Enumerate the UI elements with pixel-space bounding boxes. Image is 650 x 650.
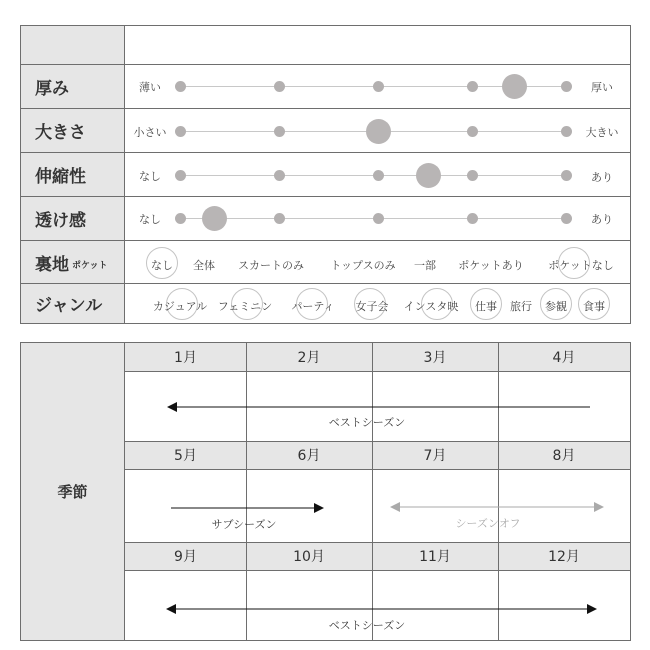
lining-row xyxy=(21,240,630,283)
scale-dot xyxy=(175,213,186,224)
month-label: 6月 xyxy=(297,448,321,464)
genre-options xyxy=(125,284,630,323)
scale-dot xyxy=(561,170,572,181)
best-season-arrow-1 xyxy=(167,402,590,412)
sub-season-label: サブシーズン xyxy=(211,518,277,531)
scale-title: 透け感 xyxy=(21,197,125,240)
scale-body xyxy=(125,65,630,108)
lining-option: トップスのみ xyxy=(330,259,396,272)
lining-option: 全体 xyxy=(193,259,215,272)
genre-option: 食事 xyxy=(583,300,605,313)
genre-option: パーティ xyxy=(291,300,335,313)
month-label: 11月 xyxy=(419,549,451,565)
genre-option: 女子会 xyxy=(355,300,389,313)
genre-option: カジュアル xyxy=(152,300,208,313)
scale-dot xyxy=(274,213,285,224)
lining-title xyxy=(21,241,125,283)
best-season-label: ベストシーズン xyxy=(328,416,406,429)
month-label: 9月 xyxy=(174,549,197,565)
scale-row-stretch xyxy=(21,152,630,196)
scale-row-thickness xyxy=(21,64,630,108)
scale-dot xyxy=(175,170,186,181)
month-label: 2月 xyxy=(297,350,321,366)
genre-title: ジャンル xyxy=(21,284,125,323)
sub-season-arrow xyxy=(171,503,324,513)
scale-dot xyxy=(373,213,384,224)
scale-dot xyxy=(561,213,572,224)
genre-option: インスタ映 xyxy=(403,300,459,313)
spec-header-blank xyxy=(125,26,630,64)
lining-title-sub: ポケット xyxy=(72,260,108,271)
genre-option: フェミニン xyxy=(217,300,273,313)
scale-left-label: なし xyxy=(139,170,161,183)
lining-option: スカートのみ xyxy=(238,259,304,272)
scale-dot xyxy=(467,126,478,137)
off-season-arrow xyxy=(390,502,604,512)
lining-option: ポケットあり xyxy=(458,259,524,272)
scale-dot xyxy=(467,81,478,92)
lining-option: ポケットなし xyxy=(548,259,614,272)
scale-left-label: なし xyxy=(139,213,161,226)
genre-option: 旅行 xyxy=(510,300,532,313)
scale-title: 大きさ xyxy=(21,109,125,152)
spec-header-row xyxy=(21,26,630,64)
season-table xyxy=(20,342,631,641)
scale-dot xyxy=(175,126,186,137)
season-title: 季節 xyxy=(21,343,125,640)
scale-dot xyxy=(467,213,478,224)
scale-body xyxy=(125,197,630,240)
scale-right-label: 大きい xyxy=(585,126,619,139)
season-arrows xyxy=(21,343,630,640)
scale-dot xyxy=(561,126,572,137)
month-label: 3月 xyxy=(423,350,447,366)
scale-dot xyxy=(274,170,285,181)
lining-options xyxy=(125,241,630,283)
scale-selected-marker xyxy=(416,163,441,188)
scale-dot xyxy=(373,170,384,181)
scale-left-label: 小さい xyxy=(133,126,167,139)
scale-dot xyxy=(175,81,186,92)
lining-option: なし xyxy=(151,259,173,272)
scale-left-label: 薄い xyxy=(139,81,161,94)
scale-dot xyxy=(561,81,572,92)
off-season-label: シーズンオフ xyxy=(455,517,521,530)
genre-option: 参観 xyxy=(545,300,567,313)
scale-dot xyxy=(373,81,384,92)
spec-table xyxy=(20,25,631,324)
month-label: 7月 xyxy=(423,448,447,464)
scale-dot xyxy=(274,126,285,137)
month-label: 10月 xyxy=(293,549,325,565)
scale-selected-marker xyxy=(366,119,391,144)
best-season-arrow-2 xyxy=(166,604,597,614)
month-label: 4月 xyxy=(552,350,576,366)
scale-selected-marker xyxy=(202,206,227,231)
genre-row xyxy=(21,283,630,323)
scale-title: 伸縮性 xyxy=(21,153,125,196)
month-label: 5月 xyxy=(174,448,197,464)
month-label: 12月 xyxy=(548,549,580,565)
lining-option: 一部 xyxy=(414,259,436,272)
scale-body xyxy=(125,153,630,196)
month-label: 1月 xyxy=(174,350,197,366)
lining-title-main: 裏地 xyxy=(35,254,69,275)
scale-right-label: あり xyxy=(591,171,613,184)
scale-selected-marker xyxy=(502,74,527,99)
scale-dot xyxy=(467,170,478,181)
genre-option: 仕事 xyxy=(475,300,497,313)
best-season-label: ベストシーズン xyxy=(328,619,406,632)
scale-right-label: あり xyxy=(591,213,613,226)
scale-right-label: 厚い xyxy=(591,81,613,94)
month-label: 8月 xyxy=(552,448,576,464)
scale-title: 厚み xyxy=(21,65,125,108)
scale-body xyxy=(125,109,630,152)
scale-row-sheerness xyxy=(21,196,630,240)
scale-row-size xyxy=(21,108,630,152)
scale-dot xyxy=(274,81,285,92)
spec-header-corner xyxy=(21,26,125,64)
